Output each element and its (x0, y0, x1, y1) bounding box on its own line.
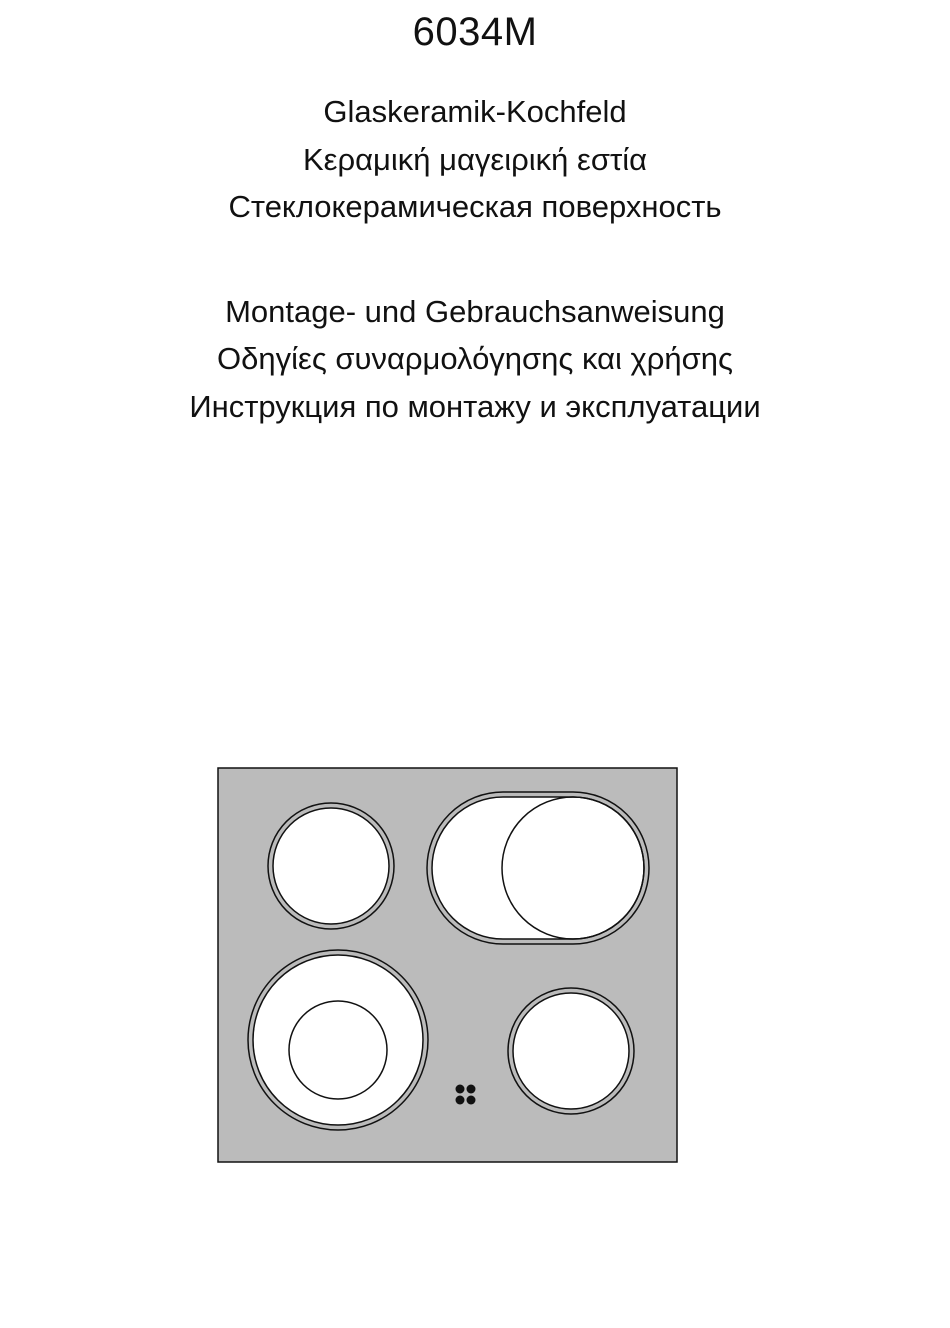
product-title-de: Glaskeramik-Kochfeld (323, 94, 627, 129)
cooking-zone-top-left (268, 803, 394, 929)
cooking-zone-top-right-oval (427, 792, 649, 944)
manual-title-ru: Инструкция по монтажу и эксплуатации (189, 389, 761, 424)
product-title-ru: Стеклокерамическая поверхность (228, 189, 722, 224)
cooking-zone-bottom-right (508, 988, 634, 1114)
hob-drawing (217, 767, 678, 1163)
hob-illustration (217, 767, 678, 1163)
model-number: 6034M (412, 10, 538, 54)
cooking-zone-bottom-left-dual (248, 950, 428, 1130)
manual-title-de: Montage- und Gebrauchsanweisung (225, 294, 725, 329)
manual-title-el: Οδηγίες συναρμολόγησης και χρήσης (217, 341, 733, 376)
product-title-el: Κεραμική μαγειρική εστία (302, 142, 648, 177)
